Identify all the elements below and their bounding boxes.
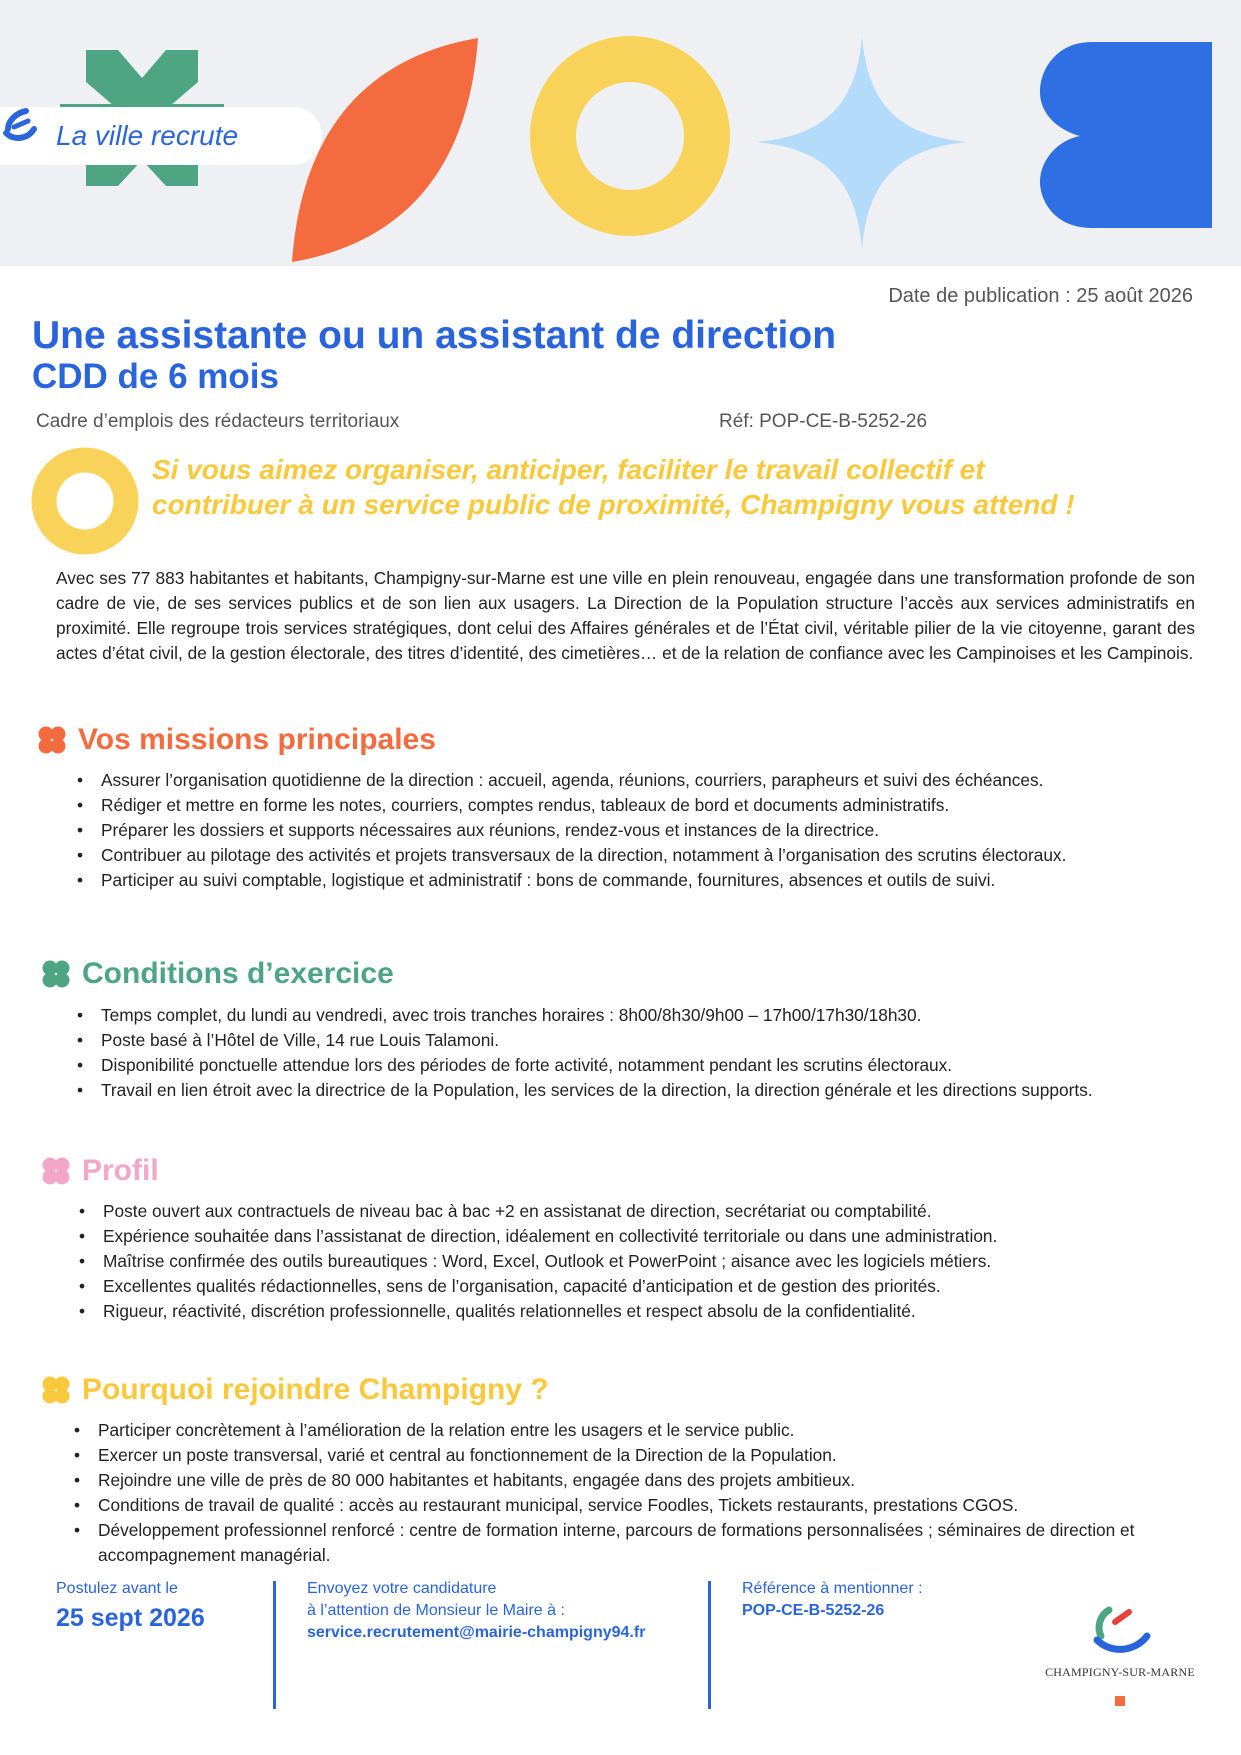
pink-flower-icon xyxy=(40,1155,72,1187)
cadre-emplois: Cadre d’emplois des rédacteurs territoriaux xyxy=(36,411,400,432)
deadline-label: Postulez avant le xyxy=(56,1580,178,1597)
list-item: • Participer au suivi comptable, logistique et administratif : bons de commande, fournitures, absences et outils de suivi. xyxy=(101,868,1211,893)
hook-tagline xyxy=(152,452,1202,522)
logo-text: CHAMPIGNY-SUR-MARNE xyxy=(1045,1665,1195,1679)
lightblue-star-shape xyxy=(756,36,968,248)
list-item: • Excellentes qualités rédactionnelles, sens de l’organisation, capacité d’anticipation et de gestion des priorités. xyxy=(103,1274,1203,1299)
list-item: • Travail en lien étroit avec la directrice de la Population, les services de la direction, la direction générale et les directions supports. xyxy=(101,1078,1201,1103)
tag-text xyxy=(56,120,238,152)
list-item: • Rédiger et mettre en forme les notes, courriers, comptes rendus, tableaux de bord et documents administratifs. xyxy=(101,793,1211,818)
list-item: • Assurer l’organisation quotidienne de la direction : accueil, agenda, réunions, courriers, parapheurs et suivi des échéances. xyxy=(101,768,1211,793)
tag-prefix: La ville xyxy=(56,120,144,151)
list-item: • Expérience souhaitée dans l’assistanat de direction, idéalement en collectivité territoriale ou dans une administration. xyxy=(103,1224,1203,1249)
footer-reference xyxy=(742,1578,923,1622)
yellow-ring-icon xyxy=(30,446,140,556)
pourquoi-list xyxy=(98,1418,1203,1568)
hook-line-2: contribuer à un service public de proximité, Champigny vous attend ! xyxy=(152,489,1075,520)
section-conditions-title: Conditions d’exercice xyxy=(82,957,394,990)
job-reference: Réf: POP-CE-B-5252-26 xyxy=(719,411,928,432)
publication-date: Date de publication : 25 août 2026 xyxy=(888,285,1193,307)
header-banner xyxy=(0,0,1241,266)
yellow-flower-icon xyxy=(40,1374,72,1406)
logo-orange-square xyxy=(1115,1696,1125,1706)
list-item: • Contribuer au pilotage des activités et projets transversaux de la direction, notamment à l’organisation des scrutins électoraux. xyxy=(101,843,1161,868)
conditions-list xyxy=(101,1003,1201,1103)
section-missions-title: Vos missions principales xyxy=(78,723,436,756)
profil-list xyxy=(103,1199,1203,1324)
footer-deadline xyxy=(56,1578,205,1636)
send-line-2: à l’attention de Monsieur le Maire à : xyxy=(307,1602,565,1619)
section-profil-heading xyxy=(40,1154,159,1188)
green-flower-icon xyxy=(40,958,72,990)
deadline-date: 25 sept 2026 xyxy=(56,1604,205,1632)
missions-list xyxy=(101,768,1211,893)
section-pourquoi-heading xyxy=(40,1373,549,1407)
send-line-1: Envoyez votre candidature xyxy=(307,1580,497,1597)
champigny-logo xyxy=(1030,1600,1210,1706)
list-item: • Conditions de travail de qualité : accès au restaurant municipal, service Foodles, Tickets restaurants, prestations CGOS. xyxy=(98,1493,1203,1518)
tag-emphasis: recrute xyxy=(150,120,239,151)
section-conditions-heading xyxy=(40,957,394,991)
footer-send xyxy=(307,1578,645,1644)
section-missions-heading xyxy=(36,723,436,757)
list-item: • Rigueur, réactivité, discrétion professionnelle, qualités relationnelles et respect absolu de la confidentialité. xyxy=(103,1299,1203,1324)
intro-paragraph: Avec ses 77 883 habitantes et habitants, Champigny-sur-Marne est une ville en plein renouveau, engagée dans une transformation profonde de son cadre de vie, de ses services publics et de son lien aux usagers. La Direction de la Population structure l’accès aux services administratifs en proximité. Elle regroupe trois services stratégiques, dont celui des Affaires générales et de l’État civil, véritable pilier de la vie citoyenne, garant des actes d’état civil, de la gestion électorale, des titres d’identité, des cimetières… et de la relation de confiance avec les Campinoises et les Campinois. xyxy=(56,568,1195,663)
list-item: • Rejoindre une ville de près de 80 000 habitantes et habitants, engagée dans des projets ambitieux. xyxy=(98,1468,1203,1493)
reference-value: POP-CE-B-5252-26 xyxy=(742,1602,885,1619)
section-profil-title: Profil xyxy=(82,1154,159,1187)
list-item: • Disponibilité ponctuelle attendue lors des périodes de forte activité, notamment pendant les scrutins électoraux. xyxy=(101,1053,1201,1078)
yellow-ring-shape xyxy=(553,59,707,213)
blue-b-shape xyxy=(1040,42,1212,228)
orange-flower-icon xyxy=(36,724,68,756)
list-item: • Poste ouvert aux contractuels de niveau bac à bac +2 en assistanat de direction, secrétariat ou comptabilité. xyxy=(103,1199,1203,1224)
list-item: • Préparer les dossiers et supports nécessaires aux réunions, rendez-vous et instances de la directrice. xyxy=(101,818,1211,843)
orange-leaf-shape xyxy=(292,38,478,262)
list-item: • Poste basé à l’Hôtel de Ville, 14 rue Louis Talamoni. xyxy=(101,1028,1201,1053)
list-item: • Exercer un poste transversal, varié et central au fonctionnement de la Direction de la Population. xyxy=(98,1443,1203,1468)
champigny-mini-logo-icon xyxy=(0,107,38,143)
job-title: Une assistante ou un assistant de direction xyxy=(32,314,837,357)
list-item: • Maîtrise confirmée des outils bureautiques : Word, Excel, Outlook et PowerPoint ; aisance avec les logiciels métiers. xyxy=(103,1249,1203,1274)
list-item: • Participer concrètement à l’amélioration de la relation entre les usagers et le service public. xyxy=(98,1418,1203,1443)
hook-line-1: Si vous aimez organiser, anticiper, faciliter le travail collectif et xyxy=(152,454,985,485)
section-pourquoi-title: Pourquoi rejoindre Champigny ? xyxy=(82,1373,549,1406)
footer-divider-1 xyxy=(273,1581,276,1709)
reference-label: Référence à mentionner : xyxy=(742,1580,923,1597)
la-ville-recrute-tag xyxy=(0,107,322,165)
job-contract: CDD de 6 mois xyxy=(32,357,279,396)
recruitment-email-link[interactable]: service.recrutement@mairie-champigny94.fr xyxy=(307,1624,646,1641)
list-item: • Développement professionnel renforcé : centre de formation interne, parcours de formations personnalisées ; séminaires de direction et accompagnement managérial. xyxy=(98,1518,1203,1568)
list-item: • Temps complet, du lundi au vendredi, avec trois tranches horaires : 8h00/8h30/9h00 – 17h00/17h30/18h30. xyxy=(101,1003,1201,1028)
champigny-logo-icon xyxy=(1085,1600,1155,1658)
footer-divider-2 xyxy=(708,1581,711,1709)
